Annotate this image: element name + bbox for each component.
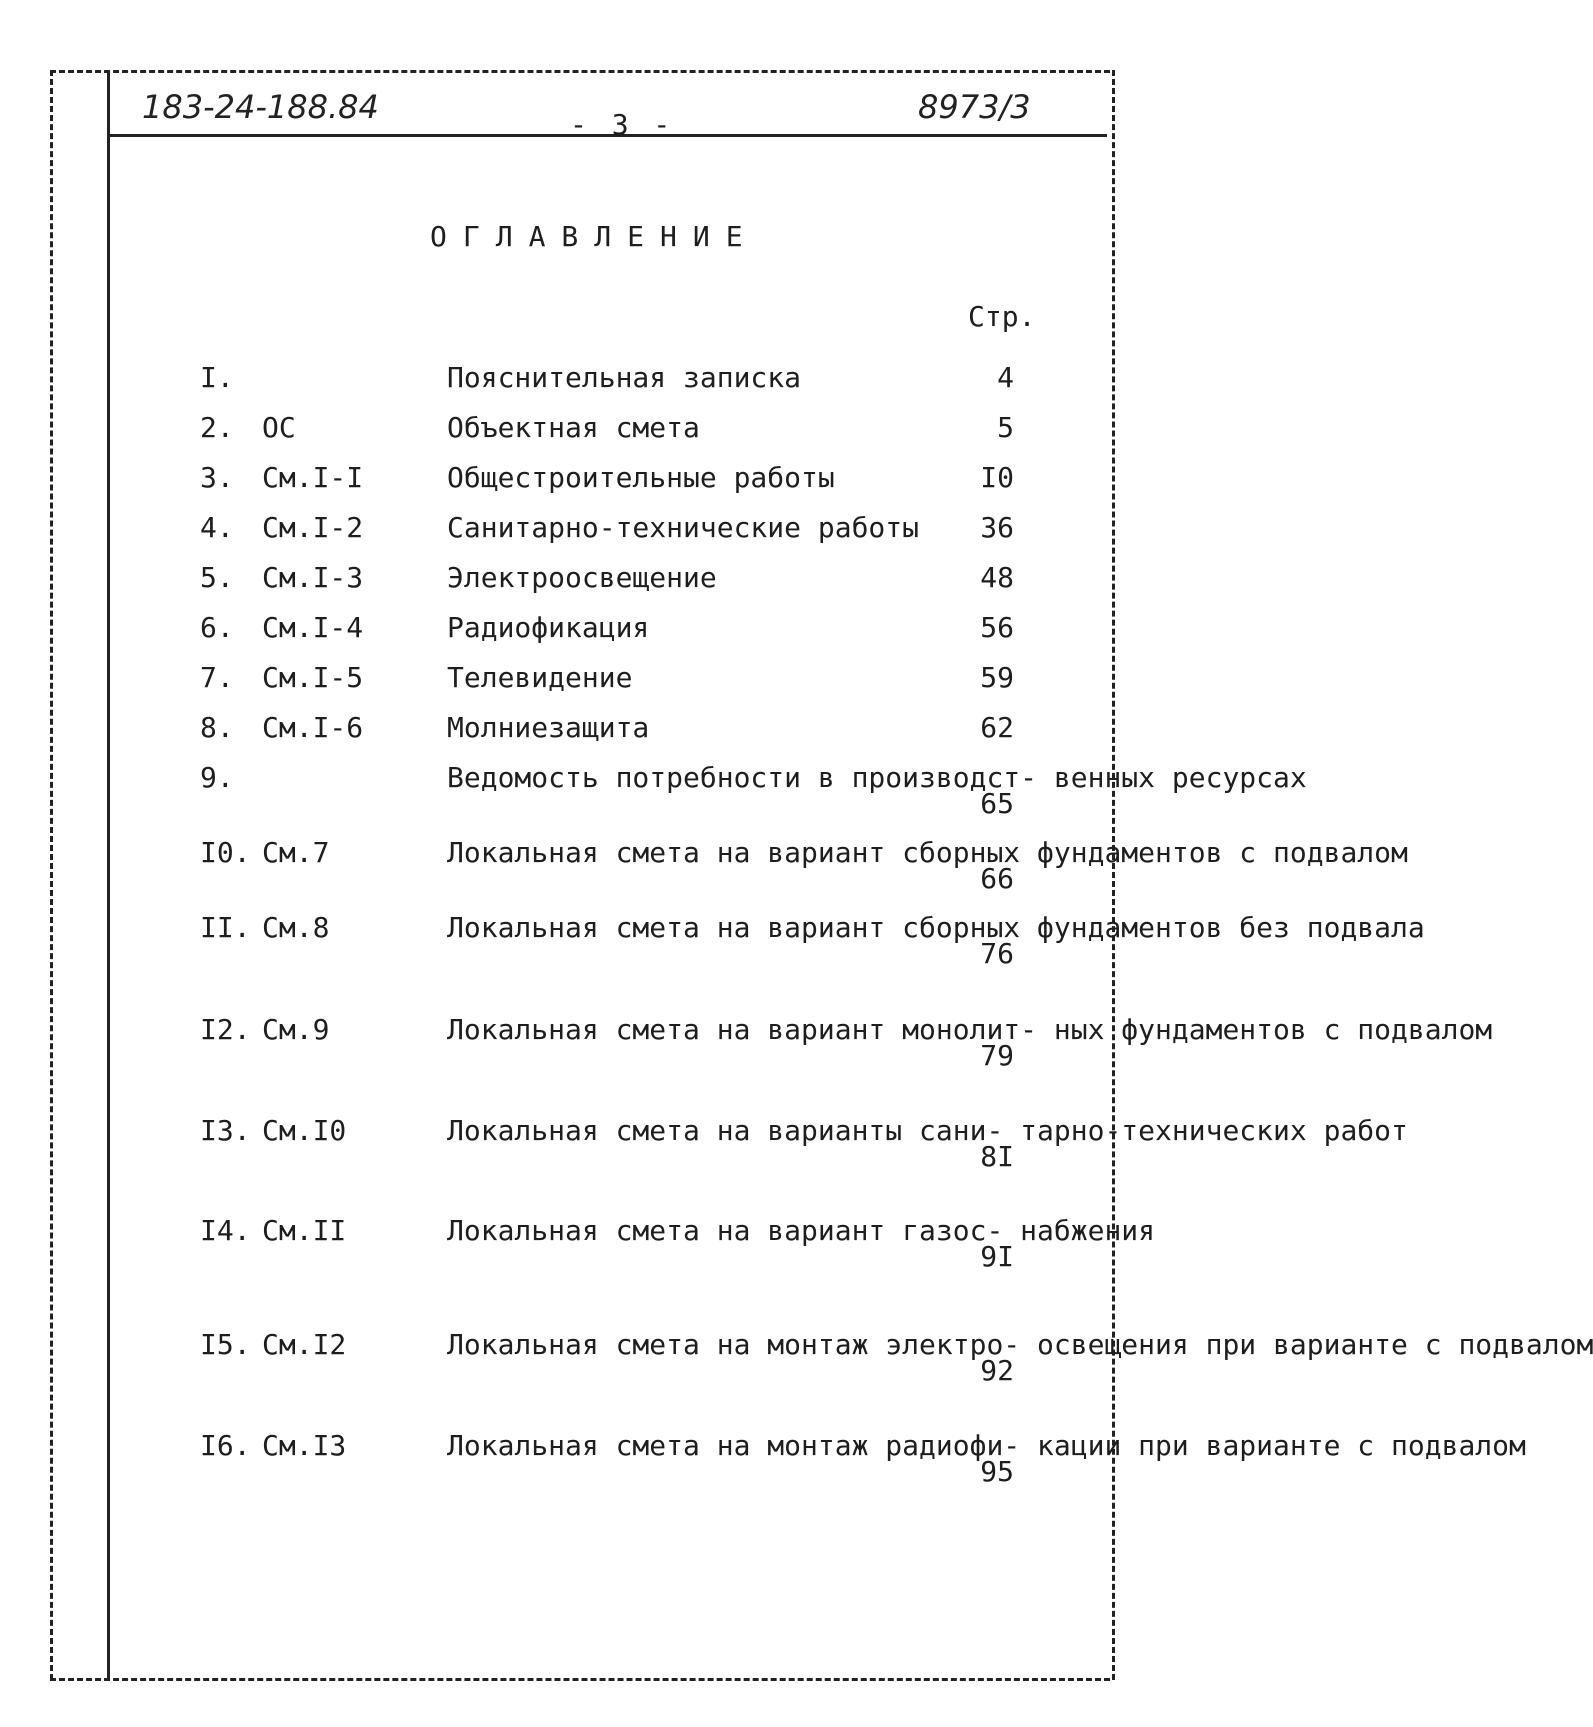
toc-code: См.I-5 xyxy=(262,661,364,694)
toc-number: 7. xyxy=(200,661,234,694)
toc-title: Электроосвещение xyxy=(447,561,717,594)
toc-code: См.I0 xyxy=(262,1114,347,1147)
toc-number: I5. xyxy=(200,1328,251,1361)
toc-page: 62 xyxy=(980,711,1014,744)
toc-page: 66 xyxy=(980,862,1014,895)
toc-number: I2. xyxy=(200,1013,251,1046)
toc-title: Локальная смета на монтаж электро- освещения при варианте с подвалом xyxy=(447,1328,1593,1361)
toc-page: 48 xyxy=(980,561,1014,594)
toc-code: См.9 xyxy=(262,1013,330,1046)
toc-title: Радиофикация xyxy=(447,611,650,644)
toc-title: Локальная смета на вариант сборных фундаментов без подвала xyxy=(447,911,1425,944)
toc-number: 2. xyxy=(200,411,234,444)
toc-title: Ведомость потребности в производст- венных ресурсах xyxy=(447,761,1307,794)
toc-number: 6. xyxy=(200,611,234,644)
toc-page: I0 xyxy=(980,461,1014,494)
toc-page: 8I xyxy=(980,1140,1014,1173)
toc-page: 76 xyxy=(980,937,1014,970)
toc-number: 4. xyxy=(200,511,234,544)
toc-page: 56 xyxy=(980,611,1014,644)
toc-title: Молниезащита xyxy=(447,711,650,744)
document-code: 183-24-188.84 xyxy=(142,88,379,126)
toc-page: 36 xyxy=(980,511,1014,544)
toc-code: См.I-6 xyxy=(262,711,364,744)
toc-number: I6. xyxy=(200,1429,251,1462)
toc-code: См.II xyxy=(262,1214,347,1247)
page-title: ОГЛАВЛЕНИЕ xyxy=(430,220,759,253)
toc-page: 65 xyxy=(980,787,1014,820)
toc-code: См.8 xyxy=(262,911,330,944)
frame-left-border xyxy=(50,70,53,1680)
toc-title: Локальная смета на монтаж радиофи- кации при варианте с подвалом xyxy=(447,1429,1526,1462)
toc-title: Локальная смета на вариант монолит- ных фундаментов с подвалом xyxy=(447,1013,1493,1046)
toc-number: I4. xyxy=(200,1214,251,1247)
toc-number: 3. xyxy=(200,461,234,494)
toc-title: Общестроительные работы xyxy=(447,461,835,494)
toc-title: Объектная смета xyxy=(447,411,700,444)
toc-number: II. xyxy=(200,911,251,944)
toc-code: См.I3 xyxy=(262,1429,347,1462)
page-number: - 3 - xyxy=(570,108,675,141)
toc-title: Пояснительная записка xyxy=(447,361,802,394)
toc-number: I0. xyxy=(200,836,251,869)
page-column-label: Стр. xyxy=(968,300,1036,333)
toc-title: Локальная смета на варианты сани- тарно-технических работ xyxy=(447,1114,1408,1147)
toc-code: См.I-I xyxy=(262,461,364,494)
toc-title: Телевидение xyxy=(447,661,633,694)
toc-page: 79 xyxy=(980,1039,1014,1072)
toc-page: 95 xyxy=(980,1455,1014,1488)
toc-number: 5. xyxy=(200,561,234,594)
toc-code: См.7 xyxy=(262,836,330,869)
toc-page: 4 xyxy=(997,361,1014,394)
toc-page: 59 xyxy=(980,661,1014,694)
toc-number: 9. xyxy=(200,761,234,794)
toc-title: Локальная смета на вариант сборных фундаментов с подвалом xyxy=(447,836,1408,869)
toc-code: См.I-4 xyxy=(262,611,364,644)
toc-page: 9I xyxy=(980,1240,1014,1273)
toc-code: См.I-3 xyxy=(262,561,364,594)
toc-code: См.I2 xyxy=(262,1328,347,1361)
toc-code: См.I-2 xyxy=(262,511,364,544)
toc-number: I. xyxy=(200,361,234,394)
toc-code: ОС xyxy=(262,411,296,444)
toc-title: Локальная смета на вариант газос- набжения xyxy=(447,1214,1156,1247)
toc-page: 5 xyxy=(997,411,1014,444)
toc-page: 92 xyxy=(980,1354,1014,1387)
toc-number: 8. xyxy=(200,711,234,744)
binding-margin-line xyxy=(107,70,110,1680)
toc-number: I3. xyxy=(200,1114,251,1147)
document-number: 8973/3 xyxy=(918,88,1031,126)
frame-top-border xyxy=(50,70,1110,73)
toc-title: Санитарно-технические работы xyxy=(447,511,920,544)
frame-bottom-border xyxy=(50,1678,1110,1681)
